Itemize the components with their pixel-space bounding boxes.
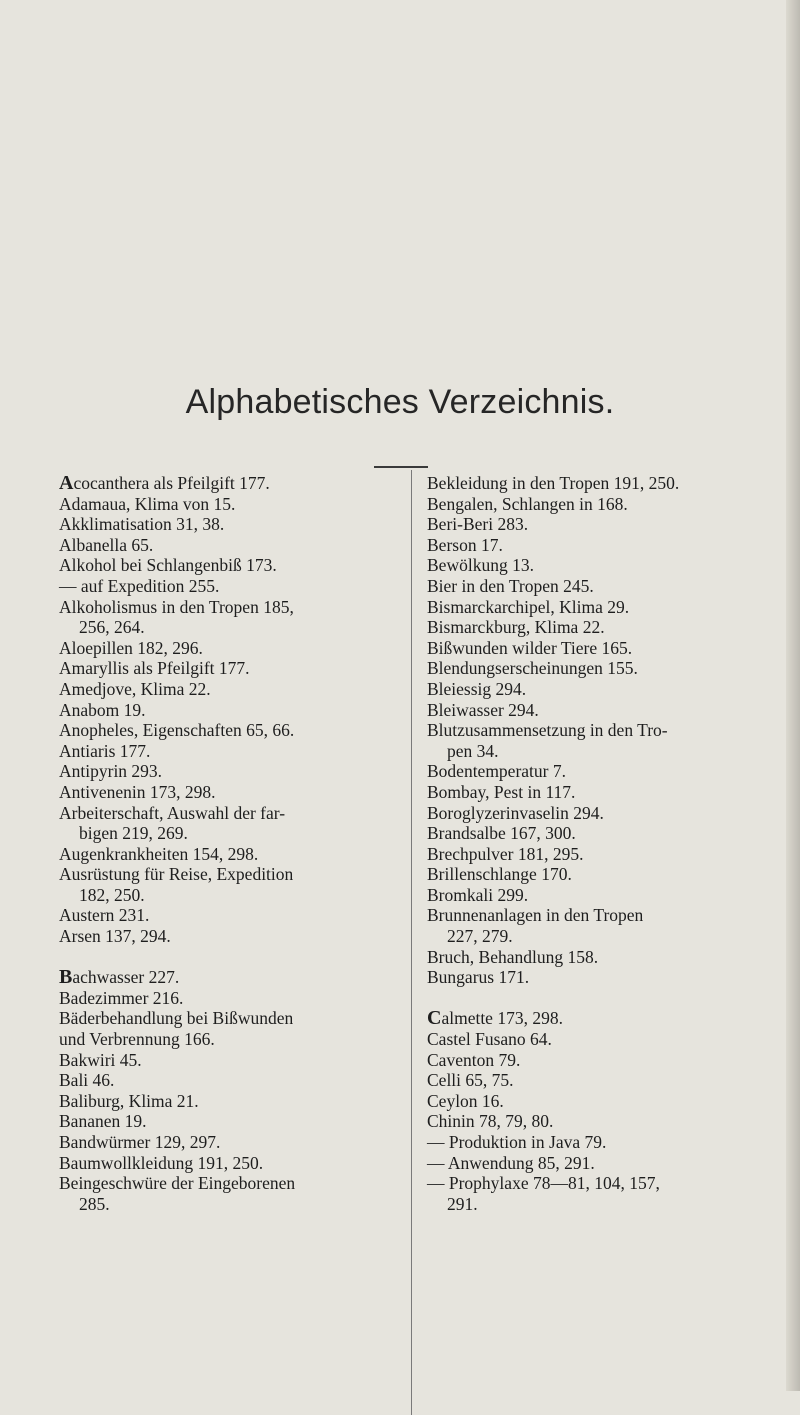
index-entry-text: almette 173, 298. [441,1008,563,1029]
index-entry [59,494,404,515]
index-entry-line [59,967,404,988]
index-entry-continuation: 285. [79,1193,110,1214]
index-entry [427,947,767,968]
index-entry-line: Bleiwasser 294. [427,699,539,720]
index-entry [427,617,767,638]
index-entry [427,597,767,618]
index-entry [59,514,404,535]
index-entry-line: Alkoholismus in den Tropen 185, [59,596,294,617]
index-entry [427,1070,767,1091]
index-entry-line: Antivenenin 173, 298. [59,781,216,802]
index-entry-continuation: 256, 264. [79,617,145,638]
index-entry-continuation: 182, 250. [79,884,145,905]
index-entry [427,514,767,535]
index-entry [427,700,767,721]
index-entry-line: Arbeiterschaft, Auswahl der far- [59,802,286,823]
index-entry-line: Bruch, Behandlung 158. [427,946,599,967]
index-entry [59,1091,404,1112]
index-entry-line: Blendungserscheinungen 155. [427,658,638,679]
index-entry-line: Amaryllis als Pfeilgift 177. [59,658,250,679]
index-entry-line: Bali 46. [59,1070,115,1091]
index-entry [427,864,767,885]
index-entry-line: Bungarus 171. [427,967,530,988]
index-entry-line: Bodentemperatur 7. [427,761,566,782]
title-rule [374,466,428,468]
index-entry [59,576,404,597]
index-column-left [59,473,404,1214]
index-entry-line: Antiaris 177. [59,740,151,761]
index-entry-line: Beingeschwüre der Eingeborenen [59,1173,296,1194]
index-entry [59,782,404,803]
index-entry-continuation: bigen 219, 269. [79,823,188,844]
index-entry [427,494,767,515]
page-title: Alphabetisches Verzeichnis. [185,383,615,421]
index-entry-line [427,1008,767,1029]
index-entry [59,638,404,659]
index-entry-line: Bengalen, Schlangen in 168. [427,493,628,514]
index-entry-line: Arsen 137, 294. [59,926,171,947]
index-entry-line: Bier in den Tropen 245. [427,575,594,596]
index-entry [59,1050,404,1071]
section-initial-letter: B [59,966,73,989]
index-entry [427,761,767,782]
index-entry [59,679,404,700]
index-entry-line: Bakwiri 45. [59,1049,142,1070]
section-gap [59,947,404,968]
index-entry-line [59,473,404,494]
index-entry-line: Blutzusammensetzung in den Tro- [427,720,668,741]
index-entry [59,1153,404,1174]
index-entry [59,535,404,556]
index-entry [59,905,404,926]
index-entry [427,1029,767,1050]
index-entry [427,1153,767,1174]
index-entry [59,864,404,905]
index-entry [59,967,404,988]
index-entry-line: Anabom 19. [59,699,146,720]
index-entry [427,803,767,824]
index-entry-text: cocanthera als Pfeilgift 177. [73,473,270,493]
index-entry-line: Bandwürmer 129, 297. [59,1132,221,1152]
index-entry-line: — auf Expedition 255. [59,575,220,596]
section-initial-letter: A [59,472,74,494]
index-entry-line: — Anwendung 85, 291. [427,1152,595,1173]
index-entry [427,535,767,556]
index-entry [59,1008,404,1049]
index-entry-continuation: und Verbrennung 166. [59,1029,215,1050]
index-entry [59,700,404,721]
index-entry-line: Brunnenanlagen in den Tropen [427,905,644,926]
index-entry [427,638,767,659]
index-entry [427,1050,767,1071]
index-entry [427,885,767,906]
index-entry-line: Aloepillen 182, 296. [59,637,203,658]
index-entry-continuation: pen 34. [447,740,499,761]
column-divider [411,470,412,1415]
index-entry [59,761,404,782]
index-entry-line: Ausrüstung für Reise, Expedition [59,864,294,885]
section-gap [427,988,767,1009]
index-entry-line: Baliburg, Klima 21. [59,1090,199,1111]
index-entry [427,576,767,597]
index-entry-line: Boroglyzerinvaselin 294. [427,802,604,823]
index-entry [59,473,404,494]
index-entry [59,720,404,741]
page-edge [786,0,800,1391]
index-entry [59,1111,404,1132]
index-entry-line: Albanella 65. [59,534,154,555]
index-entry-line: Bleiessig 294. [427,678,527,699]
index-entry [59,741,404,762]
index-entry-line: Caventon 79. [427,1049,521,1070]
index-entry [427,782,767,803]
index-entry [427,823,767,844]
index-entry [59,1173,404,1214]
index-entry-line: Adamaua, Klima von 15. [59,493,236,514]
index-entry [59,844,404,865]
index-entry-line: Brechpulver 181, 295. [427,843,584,864]
index-entry-line: Bombay, Pest in 117. [427,781,576,802]
index-entry-text: achwasser 227. [72,967,180,988]
index-entry-line: Brandsalbe 167, 300. [427,823,576,844]
index-entry-line: Bäderbehandlung bei Bißwunden [59,1008,294,1029]
index-entry [427,473,767,494]
index-entry-line: Akklimatisation 31, 38. [59,514,225,535]
index-entry-line: Bewölkung 13. [427,555,534,576]
index-entry-line: Amedjove, Klima 22. [59,678,211,699]
index-entry [59,803,404,844]
index-entry-continuation: 291. [447,1193,478,1214]
index-entry-line: Castel Fusano 64. [427,1029,552,1050]
index-entry [427,1173,767,1214]
index-entry-line: Antipyrin 293. [59,761,163,782]
index-entry-line: — Produktion in Java 79. [427,1132,607,1152]
index-entry-line: — Prophylaxe 78—81, 104, 157, [427,1173,660,1194]
index-entry [427,679,767,700]
index-entry [427,1091,767,1112]
index-entry-line: Anopheles, Eigenschaften 65, 66. [59,720,295,741]
index-entry [59,926,404,947]
section-initial-letter: C [427,1007,442,1030]
index-entry [59,988,404,1009]
index-entry-line: Bißwunden wilder Tiere 165. [427,637,633,658]
index-entry-line: Chinin 78, 79, 80. [427,1111,554,1132]
index-entry [427,658,767,679]
index-entry-line: Bekleidung in den Tropen 191, 250. [427,473,680,493]
index-entry-line: Celli 65, 75. [427,1070,514,1091]
index-entry [59,555,404,576]
index-entry-line: Beri-Beri 283. [427,514,529,535]
index-entry-line: Bismarckarchipel, Klima 29. [427,596,630,617]
index-entry-line: Brillenschlange 170. [427,864,572,885]
index-entry [59,597,404,638]
index-entry-continuation: 227, 279. [447,926,513,947]
index-entry-line: Alkohol bei Schlangenbiß 173. [59,555,277,576]
index-entry [427,720,767,761]
index-entry-line: Austern 231. [59,905,150,926]
index-entry-line: Bismarckburg, Klima 22. [427,617,605,638]
index-entry [427,905,767,946]
index-entry [59,658,404,679]
index-entry-line: Baumwollkleidung 191, 250. [59,1152,264,1173]
index-entry-line: Bromkali 299. [427,884,529,905]
index-entry [427,967,767,988]
index-entry [427,1111,767,1132]
index-entry-line: Ceylon 16. [427,1090,504,1111]
index-entry-line: Bananen 19. [59,1111,147,1132]
index-entry-line: Badezimmer 216. [59,987,184,1008]
index-entry [59,1132,404,1153]
index-column-right [427,473,767,1214]
index-entry [427,555,767,576]
index-entry-line: Berson 17. [427,534,503,555]
index-entry [427,1132,767,1153]
index-entry [427,1008,767,1029]
index-entry [427,844,767,865]
index-entry [59,1070,404,1091]
index-entry-line: Augenkrankheiten 154, 298. [59,843,259,864]
